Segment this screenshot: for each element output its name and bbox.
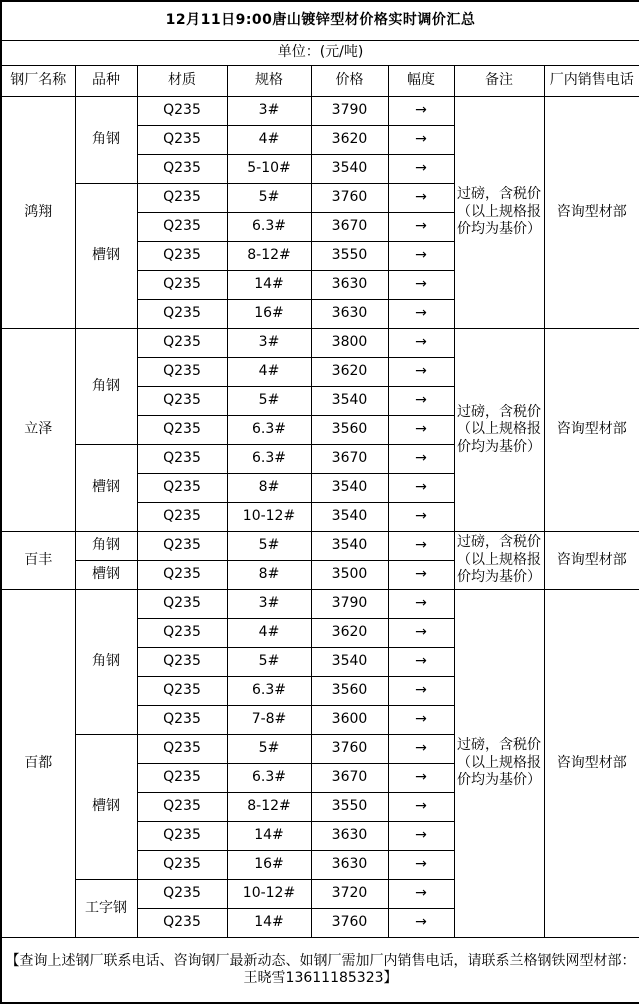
price-cell: 3670 xyxy=(311,764,388,793)
price-cell: 3760 xyxy=(311,909,388,938)
phone-cell: 咨询型材部 xyxy=(544,97,639,329)
spec-cell: 5# xyxy=(227,387,311,416)
price-cell: 3540 xyxy=(311,474,388,503)
spec-cell: 8# xyxy=(227,474,311,503)
price-row xyxy=(1,97,639,126)
trend-arrow-cell: → xyxy=(388,445,454,474)
remark-cell: 过磅，含税价（以上规格报价均为基价） xyxy=(454,532,544,590)
price-cell: 3620 xyxy=(311,126,388,155)
material-cell: Q235 xyxy=(137,590,227,619)
price-cell: 3540 xyxy=(311,155,388,184)
price-row xyxy=(1,532,639,561)
header-row xyxy=(1,66,639,97)
spec-cell: 6.3# xyxy=(227,416,311,445)
material-cell: Q235 xyxy=(137,242,227,271)
material-cell: Q235 xyxy=(137,648,227,677)
header-trend: 幅度 xyxy=(388,66,454,97)
variety-cell: 槽钢 xyxy=(75,735,137,880)
material-cell: Q235 xyxy=(137,300,227,329)
trend-arrow-cell: → xyxy=(388,735,454,764)
header-variety: 品种 xyxy=(75,66,137,97)
remark-cell: 过磅，含税价（以上规格报价均为基价） xyxy=(454,590,544,938)
variety-cell: 角钢 xyxy=(75,532,137,561)
spec-cell: 4# xyxy=(227,358,311,387)
price-cell: 3630 xyxy=(311,271,388,300)
variety-cell: 角钢 xyxy=(75,329,137,445)
material-cell: Q235 xyxy=(137,445,227,474)
trend-arrow-cell: → xyxy=(388,503,454,532)
header-remark: 备注 xyxy=(454,66,544,97)
trend-arrow-cell: → xyxy=(388,619,454,648)
price-cell: 3620 xyxy=(311,619,388,648)
trend-arrow-cell: → xyxy=(388,851,454,880)
unit-row xyxy=(1,41,639,66)
trend-arrow-cell: → xyxy=(388,648,454,677)
mill-name-cell: 百丰 xyxy=(1,532,75,590)
spec-cell: 3# xyxy=(227,97,311,126)
spec-cell: 6.3# xyxy=(227,764,311,793)
price-cell: 3630 xyxy=(311,822,388,851)
trend-arrow-cell: → xyxy=(388,329,454,358)
trend-arrow-cell: → xyxy=(388,300,454,329)
title-row xyxy=(1,1,639,41)
trend-arrow-cell: → xyxy=(388,909,454,938)
trend-arrow-cell: → xyxy=(388,126,454,155)
trend-arrow-cell: → xyxy=(388,242,454,271)
spec-cell: 10-12# xyxy=(227,880,311,909)
price-cell: 3800 xyxy=(311,329,388,358)
trend-arrow-cell: → xyxy=(388,822,454,851)
phone-cell: 咨询型材部 xyxy=(544,532,639,590)
material-cell: Q235 xyxy=(137,880,227,909)
header-material: 材质 xyxy=(137,66,227,97)
trend-arrow-cell: → xyxy=(388,97,454,126)
material-cell: Q235 xyxy=(137,764,227,793)
price-cell: 3670 xyxy=(311,445,388,474)
unit-label: 单位：(元/吨) xyxy=(1,41,639,66)
variety-cell: 角钢 xyxy=(75,590,137,735)
material-cell: Q235 xyxy=(137,735,227,764)
material-cell: Q235 xyxy=(137,909,227,938)
material-cell: Q235 xyxy=(137,184,227,213)
trend-arrow-cell: → xyxy=(388,387,454,416)
trend-arrow-cell: → xyxy=(388,764,454,793)
spec-cell: 4# xyxy=(227,619,311,648)
spec-cell: 8-12# xyxy=(227,242,311,271)
spec-cell: 14# xyxy=(227,822,311,851)
material-cell: Q235 xyxy=(137,474,227,503)
trend-arrow-cell: → xyxy=(388,416,454,445)
material-cell: Q235 xyxy=(137,706,227,735)
header-price: 价格 xyxy=(311,66,388,97)
price-cell: 3500 xyxy=(311,561,388,590)
header-spec: 规格 xyxy=(227,66,311,97)
material-cell: Q235 xyxy=(137,387,227,416)
variety-cell: 角钢 xyxy=(75,97,137,184)
material-cell: Q235 xyxy=(137,851,227,880)
spec-cell: 10-12# xyxy=(227,503,311,532)
price-cell: 3760 xyxy=(311,184,388,213)
footer-note: 【查询上述钢厂联系电话、咨询钢厂最新动态、如钢厂需加厂内销售电话，请联系兰格钢铁网型材部：王晓雪13611185323】 xyxy=(1,938,639,1004)
price-cell: 3790 xyxy=(311,590,388,619)
spec-cell: 6.3# xyxy=(227,445,311,474)
spec-cell: 3# xyxy=(227,590,311,619)
header-mill: 钢厂名称 xyxy=(1,66,75,97)
material-cell: Q235 xyxy=(137,822,227,851)
trend-arrow-cell: → xyxy=(388,184,454,213)
spec-cell: 7-8# xyxy=(227,706,311,735)
price-cell: 3560 xyxy=(311,416,388,445)
mill-name-cell: 鸿翔 xyxy=(1,97,75,329)
spec-cell: 4# xyxy=(227,126,311,155)
material-cell: Q235 xyxy=(137,561,227,590)
price-cell: 3620 xyxy=(311,358,388,387)
trend-arrow-cell: → xyxy=(388,706,454,735)
trend-arrow-cell: → xyxy=(388,561,454,590)
material-cell: Q235 xyxy=(137,503,227,532)
price-row xyxy=(1,329,639,358)
material-cell: Q235 xyxy=(137,358,227,387)
remark-cell: 过磅，含税价（以上规格报价均为基价） xyxy=(454,329,544,532)
mill-name-cell: 百都 xyxy=(1,590,75,938)
trend-arrow-cell: → xyxy=(388,155,454,184)
spec-cell: 3# xyxy=(227,329,311,358)
material-cell: Q235 xyxy=(137,213,227,242)
spec-cell: 14# xyxy=(227,271,311,300)
price-cell: 3560 xyxy=(311,677,388,706)
variety-cell: 槽钢 xyxy=(75,445,137,532)
trend-arrow-cell: → xyxy=(388,213,454,242)
material-cell: Q235 xyxy=(137,793,227,822)
material-cell: Q235 xyxy=(137,155,227,184)
spec-cell: 6.3# xyxy=(227,677,311,706)
trend-arrow-cell: → xyxy=(388,271,454,300)
price-cell: 3630 xyxy=(311,300,388,329)
material-cell: Q235 xyxy=(137,416,227,445)
material-cell: Q235 xyxy=(137,126,227,155)
spec-cell: 16# xyxy=(227,851,311,880)
price-cell: 3540 xyxy=(311,648,388,677)
phone-cell: 咨询型材部 xyxy=(544,590,639,938)
price-cell: 3540 xyxy=(311,503,388,532)
spec-cell: 6.3# xyxy=(227,213,311,242)
trend-arrow-cell: → xyxy=(388,532,454,561)
remark-cell: 过磅，含税价（以上规格报价均为基价） xyxy=(454,97,544,329)
material-cell: Q235 xyxy=(137,97,227,126)
material-cell: Q235 xyxy=(137,677,227,706)
material-cell: Q235 xyxy=(137,271,227,300)
price-cell: 3630 xyxy=(311,851,388,880)
material-cell: Q235 xyxy=(137,329,227,358)
spec-cell: 8-12# xyxy=(227,793,311,822)
phone-cell: 咨询型材部 xyxy=(544,329,639,532)
price-cell: 3720 xyxy=(311,880,388,909)
price-cell: 3550 xyxy=(311,242,388,271)
spec-cell: 14# xyxy=(227,909,311,938)
spec-cell: 5-10# xyxy=(227,155,311,184)
trend-arrow-cell: → xyxy=(388,880,454,909)
spec-cell: 5# xyxy=(227,184,311,213)
variety-cell: 槽钢 xyxy=(75,184,137,329)
spec-cell: 5# xyxy=(227,648,311,677)
trend-arrow-cell: → xyxy=(388,474,454,503)
price-row xyxy=(1,590,639,619)
variety-cell: 槽钢 xyxy=(75,561,137,590)
page-title: 12月11日9:00唐山镀锌型材价格实时调价汇总 xyxy=(1,1,639,41)
trend-arrow-cell: → xyxy=(388,358,454,387)
mill-name-cell: 立泽 xyxy=(1,329,75,532)
price-cell: 3540 xyxy=(311,387,388,416)
spec-cell: 5# xyxy=(227,532,311,561)
price-cell: 3540 xyxy=(311,532,388,561)
trend-arrow-cell: → xyxy=(388,677,454,706)
price-cell: 3790 xyxy=(311,97,388,126)
spec-cell: 16# xyxy=(227,300,311,329)
price-cell: 3550 xyxy=(311,793,388,822)
material-cell: Q235 xyxy=(137,532,227,561)
footer-row xyxy=(1,938,639,1004)
spec-cell: 8# xyxy=(227,561,311,590)
material-cell: Q235 xyxy=(137,619,227,648)
price-cell: 3670 xyxy=(311,213,388,242)
spec-cell: 5# xyxy=(227,735,311,764)
trend-arrow-cell: → xyxy=(388,590,454,619)
header-phone: 厂内销售电话 xyxy=(544,66,639,97)
price-cell: 3760 xyxy=(311,735,388,764)
price-cell: 3600 xyxy=(311,706,388,735)
variety-cell: 工字钢 xyxy=(75,880,137,938)
trend-arrow-cell: → xyxy=(388,793,454,822)
